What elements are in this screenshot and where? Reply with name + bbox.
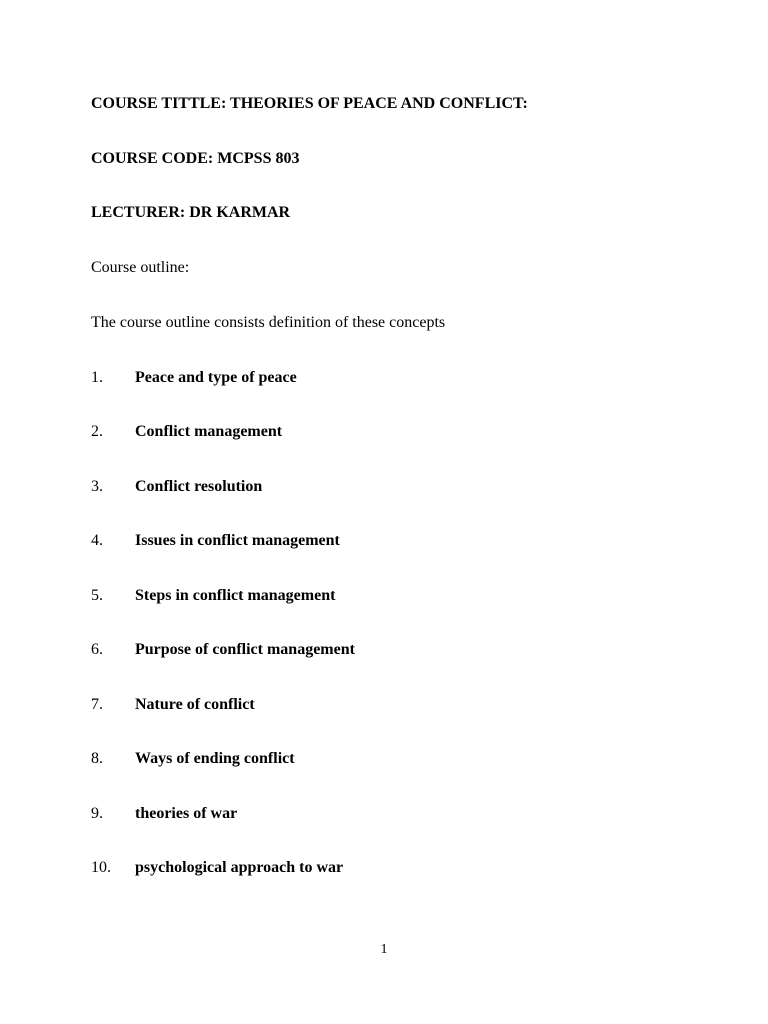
course-title: COURSE TITTLE: THEORIES OF PEACE AND CONFLICT:: [91, 95, 528, 112]
list-item-text: Conflict management: [135, 423, 283, 440]
list-item-number: 5.: [91, 587, 103, 604]
list-item-text: Purpose of conflict management: [135, 641, 355, 658]
list-item-text: Ways of ending conflict: [135, 750, 295, 767]
page-number: 1: [380, 942, 388, 957]
list-item-number: 10.: [91, 859, 111, 876]
list-item-number: 7.: [91, 696, 103, 713]
list-item-number: 6.: [91, 641, 103, 658]
outline-heading: Course outline:: [91, 259, 190, 276]
list-item-text: Issues in conflict management: [135, 532, 340, 549]
list-item-number: 2.: [91, 423, 103, 440]
list-item-text: Steps in conflict management: [135, 587, 336, 604]
lecturer: LECTURER: DR KARMAR: [91, 204, 291, 221]
list-item-text: Conflict resolution: [135, 478, 263, 495]
list-item-number: 1.: [91, 369, 103, 386]
list-item-text: Peace and type of peace: [135, 369, 297, 386]
list-item-text: theories of war: [135, 805, 238, 822]
list-item-text: Nature of conflict: [135, 696, 255, 713]
list-item-number: 4.: [91, 532, 103, 549]
list-item-number: 9.: [91, 805, 103, 822]
course-code: COURSE CODE: MCPSS 803: [91, 150, 300, 167]
list-item-text: psychological approach to war: [135, 859, 344, 876]
list-item-number: 3.: [91, 478, 103, 495]
list-item-number: 8.: [91, 750, 103, 767]
outline-intro: The course outline consists definition of these concepts: [91, 314, 446, 331]
